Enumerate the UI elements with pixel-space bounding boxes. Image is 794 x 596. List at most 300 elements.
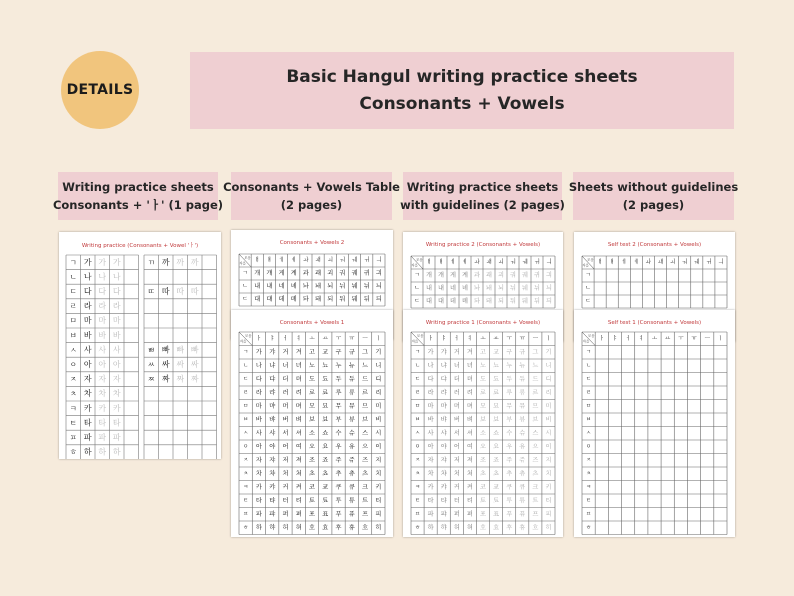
syllable: 사 [255,429,262,437]
syllable: 허 [453,524,460,532]
syllable: 러 [453,389,460,397]
syllable: 가 [83,257,92,267]
syllable: 댸 [438,298,444,305]
syllable: 초 [309,470,315,478]
syllable: 포 [309,510,315,518]
vowel-header: ㅢ [718,259,724,266]
syllable: 우 [506,443,513,451]
guideline-sheet-1 [403,310,563,537]
syllable: 즈 [532,456,539,464]
vowel-header: ㅒ [266,257,273,264]
syllable: 큐 [348,483,355,491]
trace-syllable: 아 [112,360,121,369]
banner-title-line-1: Basic Hangul writing practice sheets [286,66,638,87]
sheet-title: Consonants + Vowels 1 [279,320,345,326]
syllable: 후 [335,524,342,532]
consonant-label: ㄷ [585,376,592,383]
syllable: 돠 [474,298,480,305]
corner-consonant-label: 자음 [411,339,419,344]
syllable: 드 [362,375,369,383]
syllable: 쵸 [493,470,500,478]
syllable: 죠 [322,456,329,464]
syllable: 긔 [375,270,382,277]
vowel-header: ㅒ [438,259,444,266]
syllable: 아 [255,443,262,451]
syllable: 게 [450,272,456,279]
syllable: 파 [83,433,92,442]
consonant-label: ㄷ [585,298,591,305]
syllable: 댸 [266,296,273,303]
syllable: 효 [493,524,500,532]
syllable: 커 [282,483,289,491]
syllable: 파 [255,510,262,518]
syllable: 냬 [266,283,273,290]
syllable: 챠 [440,470,447,478]
vowel-header: ㅞ [351,257,358,264]
syllable: 따 [161,287,170,296]
consonant-label: ㄷ [414,298,420,305]
syllable: 코 [480,483,486,491]
syllable: 탸 [440,497,447,505]
consonant-label: ㅍ [69,433,77,442]
syllable: 툐 [493,497,500,505]
syllable: 유 [348,443,355,451]
consonant-label: ㄱ [242,270,248,277]
self-test-sheet-1 [574,310,735,537]
syllable: 라 [427,389,434,397]
syllable: 비 [545,416,552,424]
consonant-label: ㅈ [414,457,421,464]
vowel-header: ㅗ [651,335,658,342]
consonant-label: ㄱ [242,349,249,356]
consonant-label: ㅍ [414,511,421,518]
sheet-title: Self test 2 (Consonants + Vowels) [607,242,702,248]
vowel-header: ㅕ [638,335,644,342]
syllable: 햐 [440,524,447,532]
syllable: 티 [375,497,382,505]
syllable: 터 [453,497,460,505]
syllable: 놔 [474,285,480,292]
syllable: 러 [282,389,289,397]
vowel-header: ㅢ [376,257,382,264]
syllable: 흐 [362,524,369,532]
syllable: 흐 [532,524,539,532]
vowel-header: ㅠ [519,335,525,342]
trace-syllable: 싸 [190,360,199,369]
syllable: 뎨 [290,296,297,303]
syllable: 주 [506,456,513,464]
syllable: 개 [254,270,261,277]
syllable: 뇨 [493,362,500,370]
consonant-label: ㄷ [242,296,248,303]
consonant-label: ㄴ [242,362,249,369]
double-consonant-label: ㅃ [147,345,155,355]
syllable: 걔 [438,272,444,279]
consonant-label: ㅋ [69,403,77,413]
syllable: 괴 [327,270,334,277]
syllable: 르 [532,389,539,397]
consonant-label: ㅈ [585,457,592,464]
syllable: 슈 [348,429,355,437]
syllable: 뇨 [322,362,329,370]
syllable: 야 [440,443,447,451]
trace-syllable: 빠 [190,345,199,355]
syllable: 쿄 [322,483,329,491]
vowel-header: ㅚ [327,257,333,264]
label-line-2: (2 pages) [280,198,343,212]
syllable: 햐 [269,524,276,532]
trace-syllable: 나 [98,272,107,282]
label-line-1: Writing practice sheets [406,180,559,194]
syllable: 하 [83,447,92,457]
syllable: 쳐 [295,470,302,478]
syllable: 뮤 [519,402,526,410]
syllable: 츠 [532,470,539,478]
consonant-label: ㅁ [69,316,77,326]
syllable: 자 [427,456,434,464]
syllable: 둬 [339,296,346,303]
syllable: 지 [375,456,382,464]
vowel-header: ㅘ [645,259,652,266]
sheet-title: Writing practice 1 (Consonants + Vowels) [425,320,541,326]
trace-syllable: 가 [98,257,107,267]
vowel-header: ㅣ [545,335,552,342]
trace-syllable: 사 [112,345,121,355]
vowel-header: ㅛ [493,335,499,342]
consonant-label: ㄷ [69,287,77,296]
vowel-header: ㅟ [706,259,712,266]
trace-syllable: 싸 [176,360,185,369]
syllable: 프 [532,510,539,518]
syllable: 계 [462,272,468,279]
syllable: 퍼 [282,510,289,518]
syllable: 빠 [161,345,170,355]
syllable: 지 [545,456,552,464]
syllable: 뮤 [348,402,355,410]
trace-syllable: 까 [176,257,185,267]
syllable: 쇼 [493,429,500,437]
vowel-header: ㅜ [678,335,684,342]
syllable: 둬 [510,298,516,305]
label-line-2: with guidelines (2 pages) [400,198,565,212]
syllable: 머 [282,402,289,410]
syllable: 퓨 [519,510,526,518]
trace-syllable: 파 [112,433,121,442]
syllable: 돼 [315,296,322,303]
syllable: 수 [335,429,342,437]
syllable: 궈 [510,272,516,279]
syllable: 휴 [348,524,355,532]
corner-vowel-label: 모음 [587,257,594,262]
syllable: 냐 [440,362,447,370]
label-vowels-table [223,172,400,220]
syllable: 벼 [466,416,473,424]
consonant-label: ㄴ [585,362,592,369]
consonant-label: ㄱ [414,272,420,279]
syllable: 놰 [486,285,492,292]
syllable: 피 [545,510,552,518]
syllable: 초 [480,470,486,478]
trace-syllable: 라 [112,301,121,311]
vowel-header: ㅕ [296,335,302,342]
syllable: 펴 [466,510,473,518]
syllable: 어 [453,443,460,451]
consonant-label: ㅅ [414,430,421,437]
consonant-label: ㄴ [414,285,420,292]
syllable: 듸 [546,298,552,305]
syllable: 랴 [440,389,447,397]
sheet-title: Writing practice 2 (Consonants + Vowels) [425,242,541,248]
syllable: 구 [506,348,513,356]
syllable: 터 [282,497,289,505]
syllable: 츠 [362,470,369,478]
syllable: 겨 [295,348,302,356]
syllable: 져 [295,456,302,464]
syllable: 야 [269,443,276,451]
syllable: 차 [427,470,434,478]
syllable: 저 [453,456,460,464]
worksheet-grid [59,232,221,459]
trace-syllable: 마 [112,316,121,326]
syllable: 뉴 [519,362,526,370]
syllable: 므 [532,402,539,410]
syllable: 자 [255,456,262,464]
syllable: 거 [282,348,289,356]
syllable: 니 [545,362,552,370]
vowel-header: ㅓ [282,335,289,342]
syllable: 궤 [351,270,358,277]
syllable: 로 [480,389,486,397]
sheet-title: Consonants + Vowels 2 [279,240,345,246]
syllable: 퓨 [348,510,355,518]
vowel-header: ㅔ [450,259,456,266]
details-badge [61,51,139,129]
syllable: 묘 [493,402,500,410]
syllable: 묘 [322,402,329,410]
syllable: 크 [532,483,539,491]
syllable: 먀 [269,402,276,410]
syllable: 어 [282,443,289,451]
syllable: 퍼 [453,510,460,518]
syllable: 규 [519,348,526,356]
syllable: 코 [309,483,315,491]
syllable: 프 [362,510,369,518]
syllable: 댜 [440,375,447,383]
syllable: 갸 [440,348,447,356]
syllable: 도 [480,375,486,383]
syllable: 처 [453,470,460,478]
syllable: 로 [309,389,315,397]
syllable: 으 [362,443,369,451]
syllable: 더 [453,375,460,383]
syllable: 캬 [269,483,276,491]
syllable: 미 [375,402,382,410]
syllable: 조 [309,456,315,464]
syllable: 뱌 [269,416,276,424]
syllable: 하 [427,524,434,532]
vowels-table-sheet-1 [231,310,393,537]
syllable: 토 [309,497,315,505]
syllable: 대 [426,298,432,305]
syllable: 퍄 [440,510,447,518]
syllable: 바 [427,416,434,424]
syllable: 사 [83,345,92,355]
syllable: 소 [309,429,315,437]
consonant-label: ㅊ [414,470,421,477]
corner-vowel-label: 모음 [416,257,423,262]
syllable: 스 [532,429,539,437]
syllable: 히 [545,524,552,532]
vowel-header: ㅖ [633,259,640,266]
double-consonant-label: ㅆ [147,360,155,369]
syllable: 카 [255,483,262,491]
syllable: 내 [426,285,432,292]
syllable: 서 [282,429,289,437]
consonant-label: ㅂ [242,416,249,423]
syllable: 트 [362,497,369,505]
syllable: 호 [480,524,486,532]
syllable: 네 [450,285,456,292]
syllable: 나 [255,362,262,370]
syllable: 커 [453,483,460,491]
syllable: 크 [362,483,369,491]
syllable: 유 [519,443,526,451]
trace-syllable: 빠 [176,345,185,355]
vowel-header: ㅜ [506,335,512,342]
vowel-header: ㅠ [349,335,355,342]
syllable: 데 [450,298,456,305]
syllable: 탸 [269,497,276,505]
syllable: 데 [278,296,285,303]
syllable: 투 [506,497,513,505]
syllable: 쿠 [335,483,342,491]
syllable: 눠 [339,283,346,290]
consonant-label: ㅌ [242,497,249,504]
syllable: 아 [83,360,92,369]
vowel-header: ㅟ [364,257,370,264]
vowel-header: ㅏ [599,335,605,342]
syllable: 키 [545,483,552,491]
consonant-label: ㅌ [585,497,592,504]
syllable: 바 [83,330,92,340]
consonant-label: ㄹ [69,301,77,311]
syllable: 튜 [348,497,355,505]
trace-syllable: 하 [112,447,121,457]
syllable: 보 [480,416,486,424]
syllable: 다 [427,375,434,383]
label-guideline-sheets [400,172,565,220]
syllable: 부 [335,416,342,424]
practice-sheet-consonant-a [59,232,221,459]
syllable: 놔 [302,283,309,290]
syllable: 다 [83,287,92,296]
vowel-header: ㅝ [510,259,516,266]
syllable: 미 [545,402,552,410]
syllable: 긔 [546,272,552,279]
syllable: 라 [255,389,262,397]
vowel-header: ㅝ [682,259,688,266]
syllable: 푸 [335,510,342,518]
syllable: 츄 [348,470,355,478]
syllable: 오 [309,443,315,451]
syllable: 호 [309,524,315,532]
syllable: 모 [480,402,486,410]
syllable: 차 [83,389,92,399]
syllable: 여 [295,443,302,451]
vowel-header: ㅐ [597,259,603,266]
syllable: 뉘 [534,285,540,292]
consonant-label: ㅅ [69,345,77,355]
syllable: 슈 [519,429,526,437]
consonant-label: ㄴ [414,362,421,369]
vowel-header: ㅞ [522,259,528,266]
syllable: 샤 [269,429,276,437]
syllable: 캬 [440,483,447,491]
syllable: 도 [309,375,315,383]
syllable: 펴 [295,510,302,518]
label-line-2: Consonants + 'ㅏ' (1 page) [52,198,224,212]
syllable: 셔 [466,429,473,437]
syllable: 궤 [522,272,528,279]
syllable: 카 [83,403,92,413]
banner-title-line-2: Consonants + Vowels [359,93,565,114]
syllable: 뒈 [522,298,528,305]
consonant-label: ㅁ [414,403,421,410]
syllable: 눼 [522,285,528,292]
syllable: 게 [278,270,285,277]
vowel-header: ㅐ [254,257,260,264]
label-no-guideline-sheets [568,172,739,220]
syllable: 니 [375,362,382,370]
syllable: 귀 [363,270,370,277]
sheet-title: Self test 1 (Consonants + Vowels) [607,320,702,326]
syllable: 두 [506,375,513,383]
syllable: 짜 [161,374,170,384]
syllable: 푸 [506,510,513,518]
syllable: 녀 [295,362,302,370]
syllable: 큐 [519,483,526,491]
syllable: 셔 [295,429,302,437]
syllable: 내 [254,283,261,290]
trace-syllable: 타 [112,418,121,428]
syllable: 소 [480,429,486,437]
trace-syllable: 차 [112,389,121,399]
syllable: 뒤 [363,296,370,303]
syllable: 저 [282,456,289,464]
syllable: 조 [480,456,486,464]
syllable: 대 [254,296,261,303]
syllable: 뉴 [348,362,355,370]
syllable: 나 [427,362,434,370]
syllable: 효 [322,524,329,532]
syllable: 쟈 [269,456,276,464]
syllable: 다 [255,375,262,383]
syllable: 누 [335,362,342,370]
syllable: 텨 [466,497,473,505]
trace-syllable: 까 [190,257,199,267]
vowel-header: ㅖ [291,257,297,264]
syllable: 댜 [269,375,276,383]
vowel-header: ㅙ [657,259,664,266]
syllable: 무 [335,402,342,410]
trace-syllable: 파 [98,433,107,442]
syllable: 토 [480,497,486,505]
syllable: 라 [83,301,92,311]
syllable: 뒤 [534,298,540,305]
syllable: 리 [375,389,382,397]
syllable: 피 [375,510,382,518]
vowel-header: ㅓ [625,335,631,342]
